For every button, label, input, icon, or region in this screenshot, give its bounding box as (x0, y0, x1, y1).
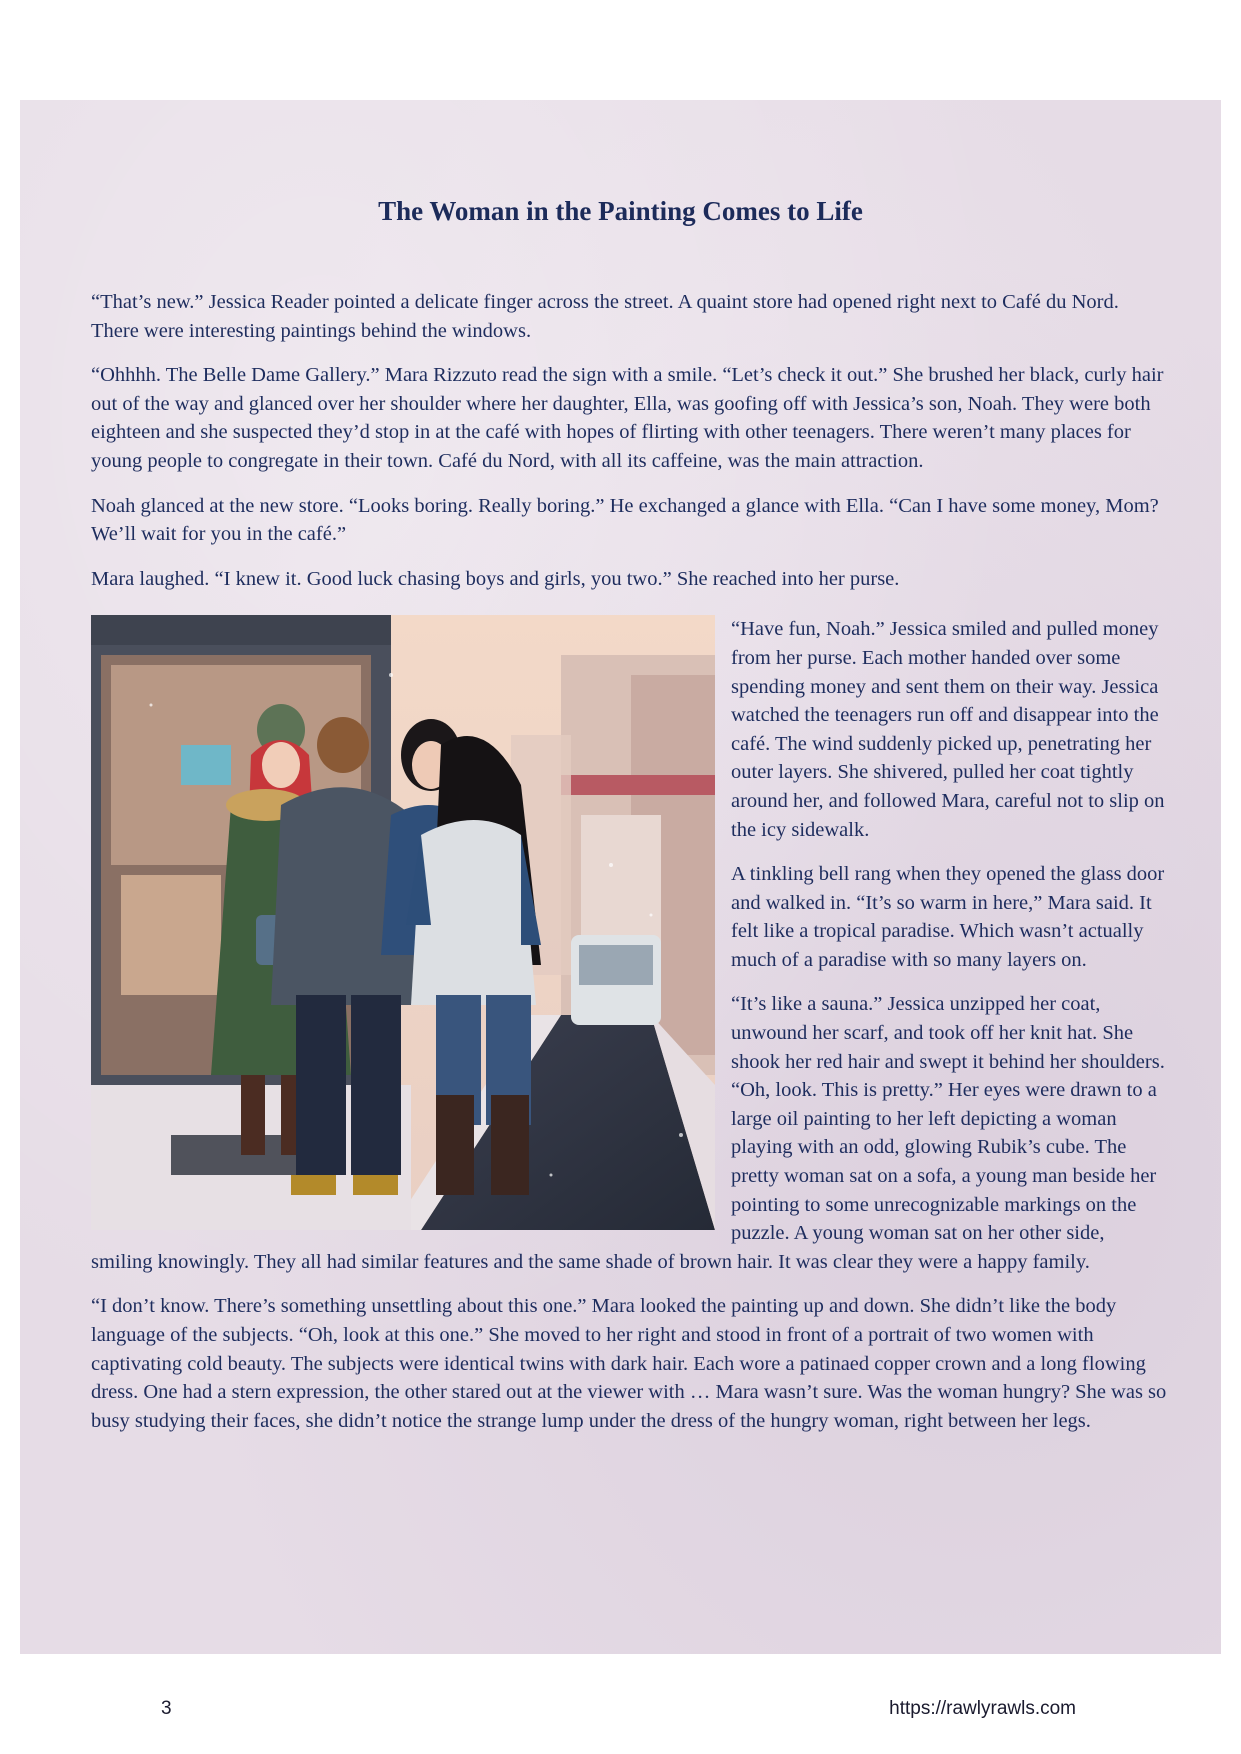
paragraph: Mara laughed. “I knew it. Good luck chasing boys and girls, you two.” She reached into her purse. (91, 567, 900, 590)
story-body (91, 288, 1170, 1451)
street-illustration (91, 615, 715, 1230)
page-title: The Woman in the Painting Comes to Life (378, 196, 863, 226)
paragraph: Noah glanced at the new store. “Looks boring. Really boring.” He exchanged a glance with Ella. “Can I have some money, Mom? We’ll wait for you in the café.” (91, 494, 1159, 546)
footer-link[interactable]: https://rawlyrawls.com (889, 1698, 1076, 1719)
paragraph: “I don’t know. There’s something unsettling about this one.” Mara looked the painting up and down. She didn’t like the body language of the subjects. “Oh, look at this one.” She moved to her right and stood in front of a portrait of two women with captivating cold beauty. The subjects were identical twins with dark hair. Each wore a patinaed copper crown and a long flowing dress. One had a stern expression, the other stared out at the viewer with … Mara wasn’t sure. Was the woman hungry? She was so busy studying their faces, she didn’t notice the strange lump under the dress of the hungry woman, right between her legs. (91, 1295, 1167, 1432)
page-number: 3 (161, 1698, 172, 1719)
page (20, 100, 1221, 1719)
paragraph: “Have fun, Noah.” Jessica smiled and pulled money from her purse. Each mother handed over some spending money and sent them on their way. Jessica watched the teenagers run off and disappear into the café. The wind suddenly picked up, penetrating her outer layers. She shivered, pulled her coat tightly around her, and followed Mara, careful not to slip on the icy sidewalk. (731, 618, 1165, 841)
paragraph: “It’s like a sauna.” Jessica unzipped her coat, unwound her scarf, and took off her knit hat. She shook her red hair and swept it behind her shoulders. “Oh, look. This is pretty.” Her eyes were drawn to a large oil painting to her left depicting a woman playing with an odd, glowing Rubik’s cube. The pretty woman sat on a sofa, a young man beside her pointing to some unrecognizable markings on the puzzle. A young woman sat on her other side, smiling knowingly. They all had similar features and the same shade of brown hair. It was clear they were a happy family. (91, 993, 1165, 1273)
paragraph: A tinkling bell rang when they opened the glass door and walked in. “It’s so warm in here,” Mara said. It felt like a tropical paradise. Which wasn’t actually much of a paradise with so many layers on. (731, 863, 1165, 971)
paragraph: “Ohhhh. The Belle Dame Gallery.” Mara Rizzuto read the sign with a smile. “Let’s check it out.” She brushed her black, curly hair out of the way and glanced over her shoulder where her daughter, Ella, was goofing off with Jessica’s son, Noah. They were both eighteen and she suspected they’d stop in at the café with hopes of flirting with other teenagers. There weren’t many places for young people to congregate in their town. Café du Nord, with all its caffeine, was the main attraction. (91, 364, 1164, 472)
paragraph: “That’s new.” Jessica Reader pointed a delicate finger across the street. A quaint store had opened right next to Café du Nord. There were interesting paintings behind the windows. (91, 291, 1119, 342)
